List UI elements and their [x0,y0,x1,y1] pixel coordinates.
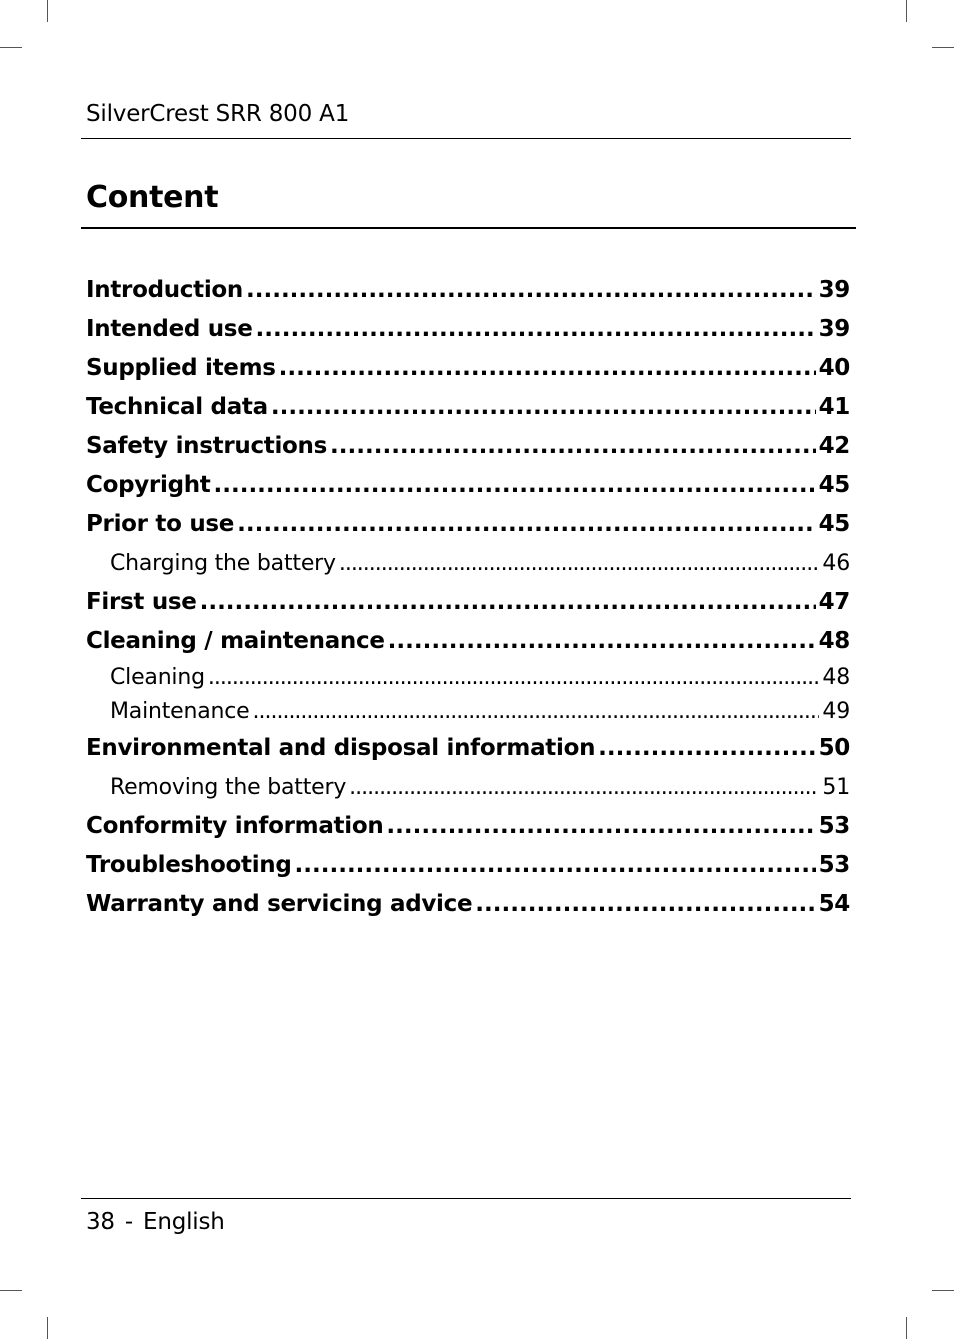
toc-entry-intended-use[interactable] [86,310,850,349]
toc-entry-label: Troubleshooting [86,852,292,878]
toc-entry-page: 41 [818,394,850,420]
crop-mark-top-left-horizontal [0,47,22,48]
table-of-contents [86,271,850,924]
crop-mark-bottom-left [47,1317,48,1339]
toc-entry-label: Intended use [86,316,253,342]
toc-entry-first-use[interactable] [86,583,850,622]
toc-dot-leader [200,583,816,622]
toc-entry-page: 40 [818,355,850,381]
toc-dot-leader [256,310,816,349]
footer-separator: - [124,1209,133,1235]
toc-entry-page: 39 [818,277,850,303]
toc-entry-page: 53 [818,813,850,839]
toc-dot-leader [271,388,816,427]
crop-mark-top-right [906,0,907,22]
page-title: Content [86,180,219,215]
crop-mark-top-left [47,0,48,22]
toc-entry-label: Technical data [86,394,268,420]
toc-entry-introduction[interactable] [86,271,850,310]
toc-entry-page: 39 [818,316,850,342]
toc-entry-label: Safety instructions [86,433,328,459]
toc-dot-leader [386,807,815,846]
toc-entry-warranty-servicing[interactable] [86,885,850,924]
toc-entry-page: 50 [818,735,850,761]
toc-entry-page: 42 [818,433,850,459]
toc-dot-leader [295,846,816,885]
toc-entry-technical-data[interactable] [86,388,850,427]
page-footer [86,1208,225,1236]
page-number: 38 [86,1209,115,1235]
toc-entry-prior-to-use[interactable] [86,505,850,544]
title-divider [81,227,856,229]
toc-dot-leader [246,271,816,310]
toc-entry-safety-instructions[interactable] [86,427,850,466]
crop-mark-bottom-left-horizontal [0,1290,22,1291]
toc-subentry-cleaning[interactable] [86,661,850,695]
toc-entry-page: 45 [818,472,850,498]
toc-subentry-removing-the-battery[interactable] [86,768,850,807]
toc-entry-copyright[interactable] [86,466,850,505]
toc-dot-leader [330,427,816,466]
toc-entry-supplied-items[interactable] [86,349,850,388]
toc-entry-label: Environmental and disposal information [86,735,596,761]
toc-entry-conformity-information[interactable] [86,807,850,846]
toc-entry-troubleshooting[interactable] [86,846,850,885]
header-divider [81,138,851,139]
toc-entry-label: Maintenance [110,699,250,724]
toc-entry-page: 51 [822,775,850,800]
toc-entry-label: Cleaning [110,665,205,690]
toc-entry-label: Removing the battery [110,775,347,800]
toc-dot-leader [475,885,815,924]
toc-dot-leader [214,466,816,505]
toc-subentry-maintenance[interactable] [86,695,850,729]
toc-entry-page: 48 [818,628,850,654]
toc-entry-cleaning-maintenance[interactable] [86,622,850,661]
toc-entry-label: Charging the battery [110,551,336,576]
toc-dot-leader [349,768,819,807]
toc-entry-environmental-disposal[interactable] [86,729,850,768]
toc-entry-page: 53 [818,852,850,878]
crop-mark-bottom-right-horizontal [932,1290,954,1291]
toc-entry-page: 49 [822,699,850,724]
toc-entry-page: 47 [818,589,850,615]
toc-entry-page: 45 [818,511,850,537]
toc-entry-label: Copyright [86,472,211,498]
toc-entry-label: First use [86,589,197,615]
crop-mark-top-right-horizontal [932,47,954,48]
toc-entry-label: Warranty and servicing advice [86,891,473,917]
toc-entry-label: Cleaning / maintenance [86,628,385,654]
toc-dot-leader [388,622,816,661]
toc-subentry-charging-the-battery[interactable] [86,544,850,583]
toc-dot-leader [208,661,820,695]
toc-dot-leader [252,695,819,729]
running-header: SilverCrest SRR 800 A1 [86,101,350,127]
toc-entry-page: 48 [822,665,850,690]
toc-entry-label: Prior to use [86,511,235,537]
toc-dot-leader [279,349,816,388]
toc-dot-leader [339,544,820,583]
toc-dot-leader [598,729,815,768]
footer-divider [81,1198,851,1199]
toc-entry-label: Supplied items [86,355,276,381]
toc-dot-leader [237,505,815,544]
crop-mark-bottom-right [906,1317,907,1339]
toc-entry-page: 46 [822,551,850,576]
footer-language: English [142,1209,225,1235]
toc-entry-label: Conformity information [86,813,384,839]
toc-entry-page: 54 [818,891,850,917]
toc-entry-label: Introduction [86,277,243,303]
